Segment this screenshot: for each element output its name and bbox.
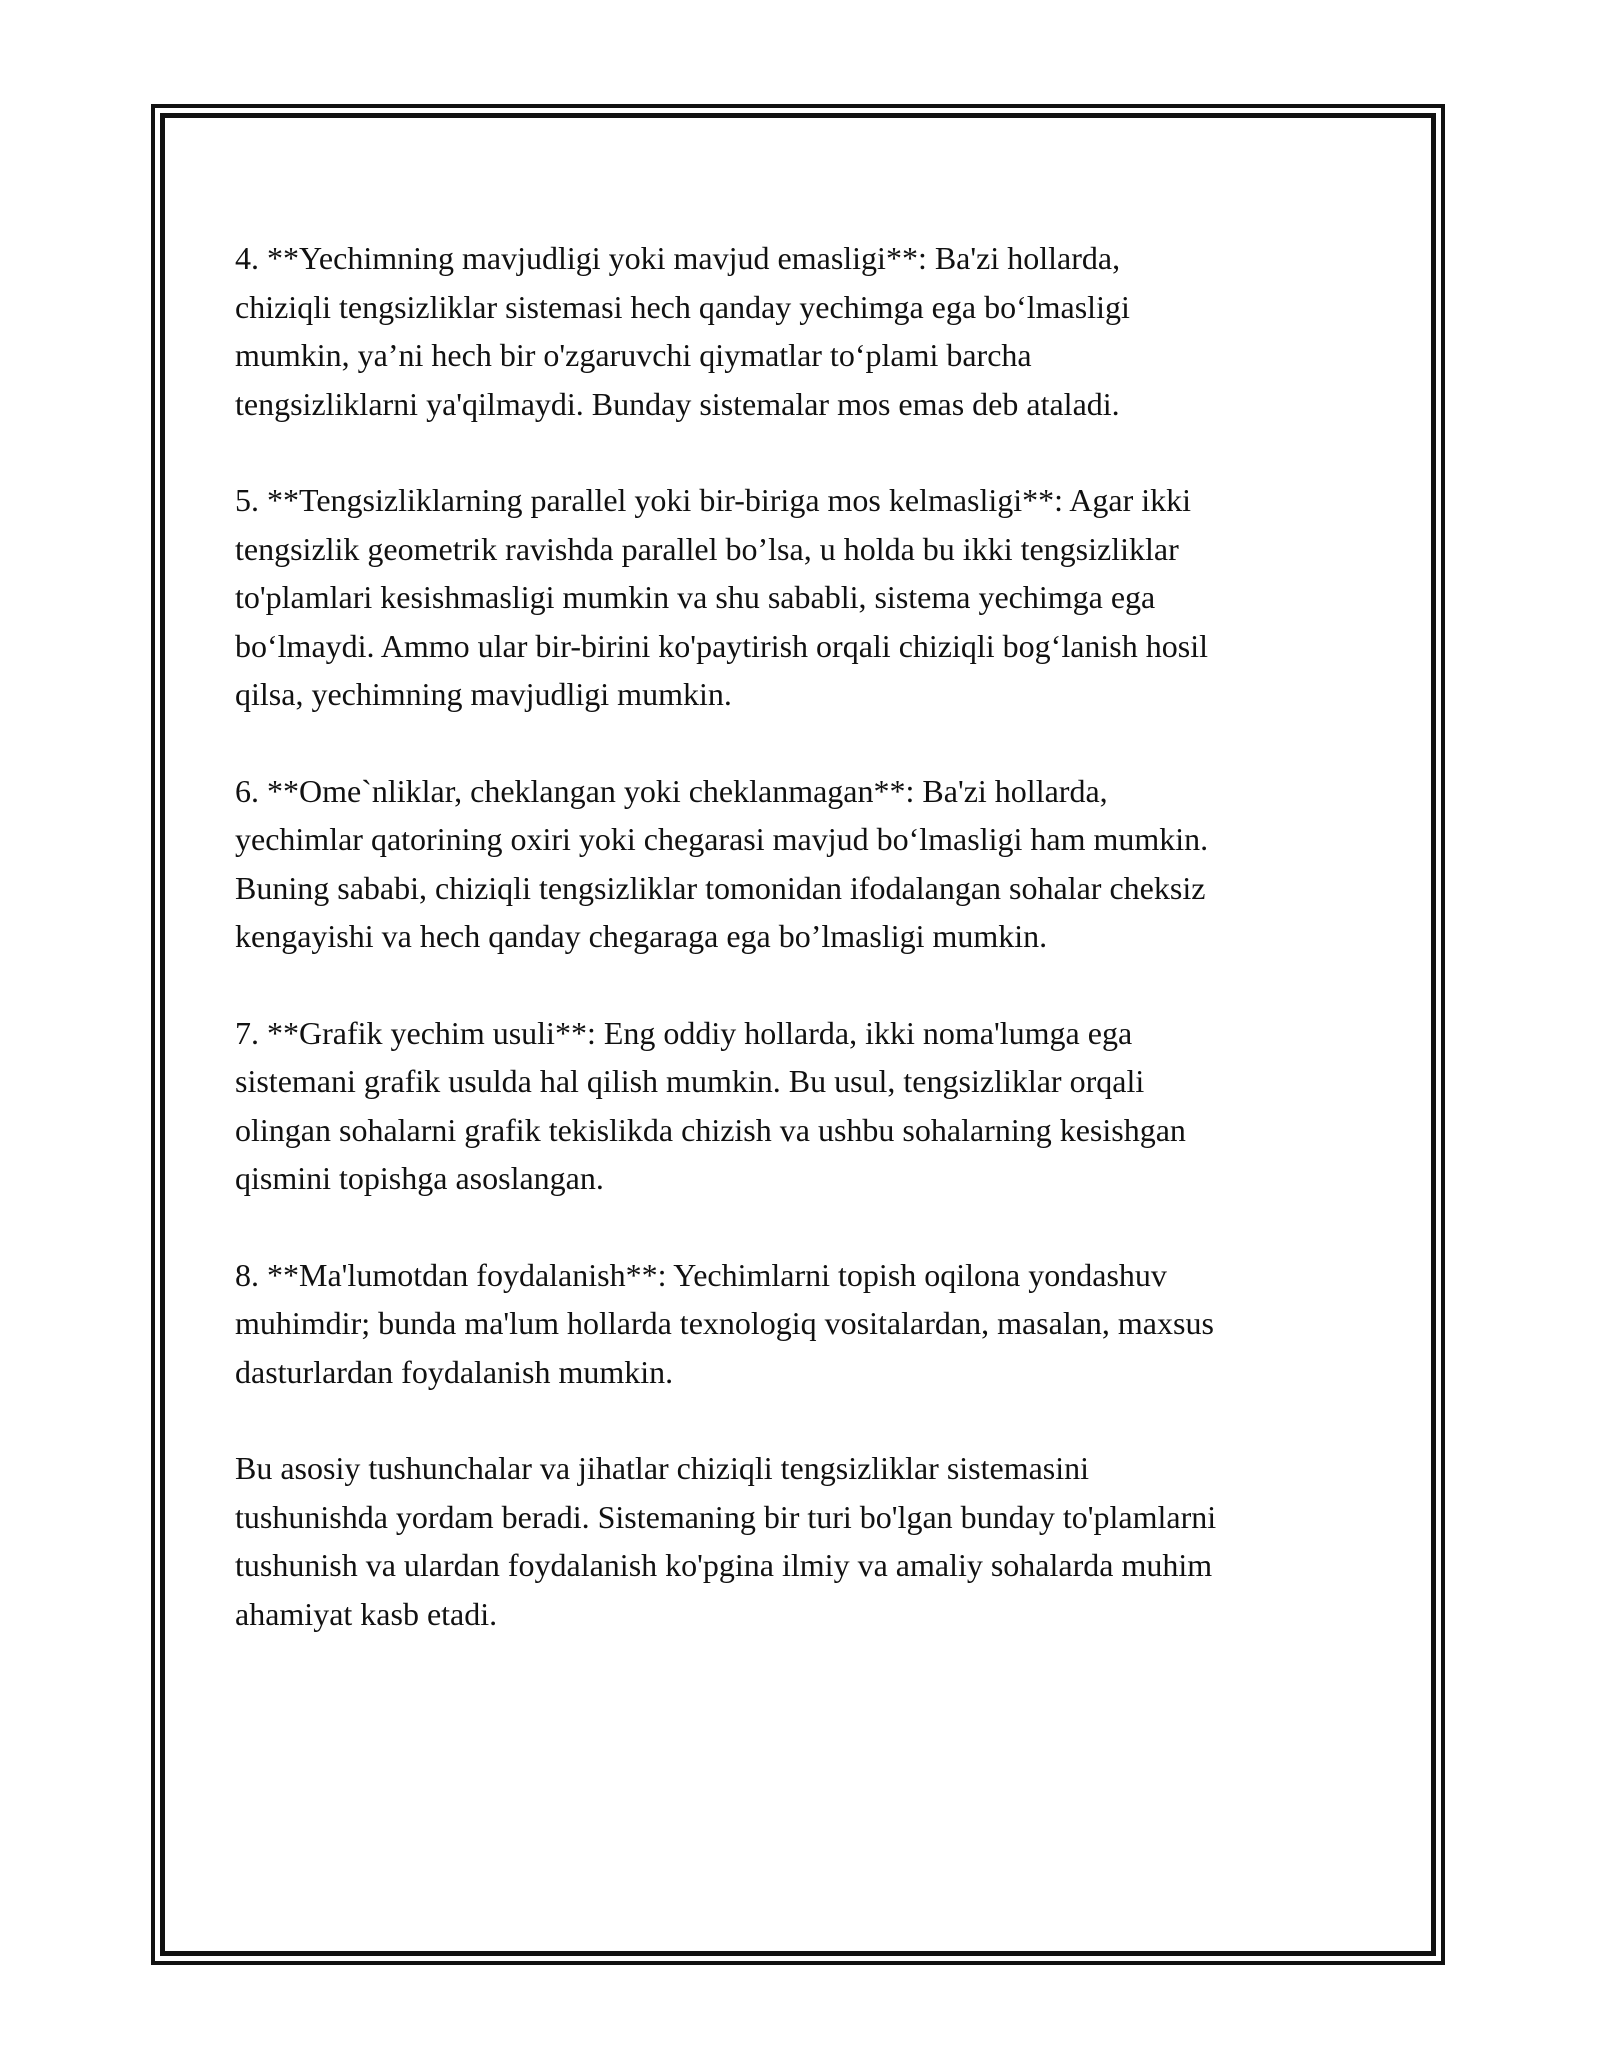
paragraph-item-4: 4. **Yechimning mavjudligi yoki mavjud emasligi**: Ba'zi hollarda, chiziqli tengsizliklar sistemasi hech qanday yechimga ega bo‘lmasligi mumkin, ya’ni hech bir o'zgaruvchi qiymatlar to‘plami barcha tengsizliklarni ya'qilmaydi. Bunday sistemalar mos emas deb ataladi. (235, 240, 1130, 422)
document-body (235, 234, 1375, 1686)
paragraph-item-8: 8. **Ma'lumotdan foydalanish**: Yechimlarni topish oqilona yondashuv muhimdir; bunda ma'lum hollarda texnologiq vositalardan, masalan, maxsus dasturlardan foydalanish mumkin. (235, 1256, 1214, 1390)
paragraph-conclusion: Bu asosiy tushunchalar va jihatlar chiziqli tengsizliklar sistemasini tushunishda yordam beradi. Sistemaning bir turi bo'lgan bunday to'plamlarni tushunish va ulardan foydalanish ko'pgina ilmiy va amaliy sohalarda muhim ahamiyat kasb etadi. (235, 1450, 1217, 1632)
paragraph-item-6: 6. **Ome`nliklar, cheklangan yoki cheklanmagan**: Ba'zi hollarda, yechimlar qatorining oxiri yoki chegarasi mavjud bo‘lmasligi ham mumkin. Buning sababi, chiziqli tengsizliklar tomonidan ifodalangan sohalar cheksiz kengayishi va hech qanday chegaraga ega bo’lmasligi mumkin. (235, 772, 1209, 954)
paragraph-item-5: 5. **Tengsizliklarning parallel yoki bir-biriga mos kelmasligi**: Agar ikki tengsizlik geometrik ravishda parallel bo’lsa, u holda bu ikki tengsizliklar to'plamlari kesishmasligi mumkin va shu sababli, sistema yechimga ega bo‘lmaydi. Ammo ular bir-birini ko'paytirish orqali chiziqli bog‘lanish hosil qilsa, yechimning mavjudligi mumkin. (235, 482, 1208, 712)
paragraph-item-7: 7. **Grafik yechim usuli**: Eng oddiy hollarda, ikki noma'lumga ega sistemani grafik usulda hal qilish mumkin. Bu usul, tengsizliklar orqali olingan sohalarni grafik tekislikda chizish va ushbu sohalarning kesishgan qismini topishga asoslangan. (235, 1014, 1186, 1196)
